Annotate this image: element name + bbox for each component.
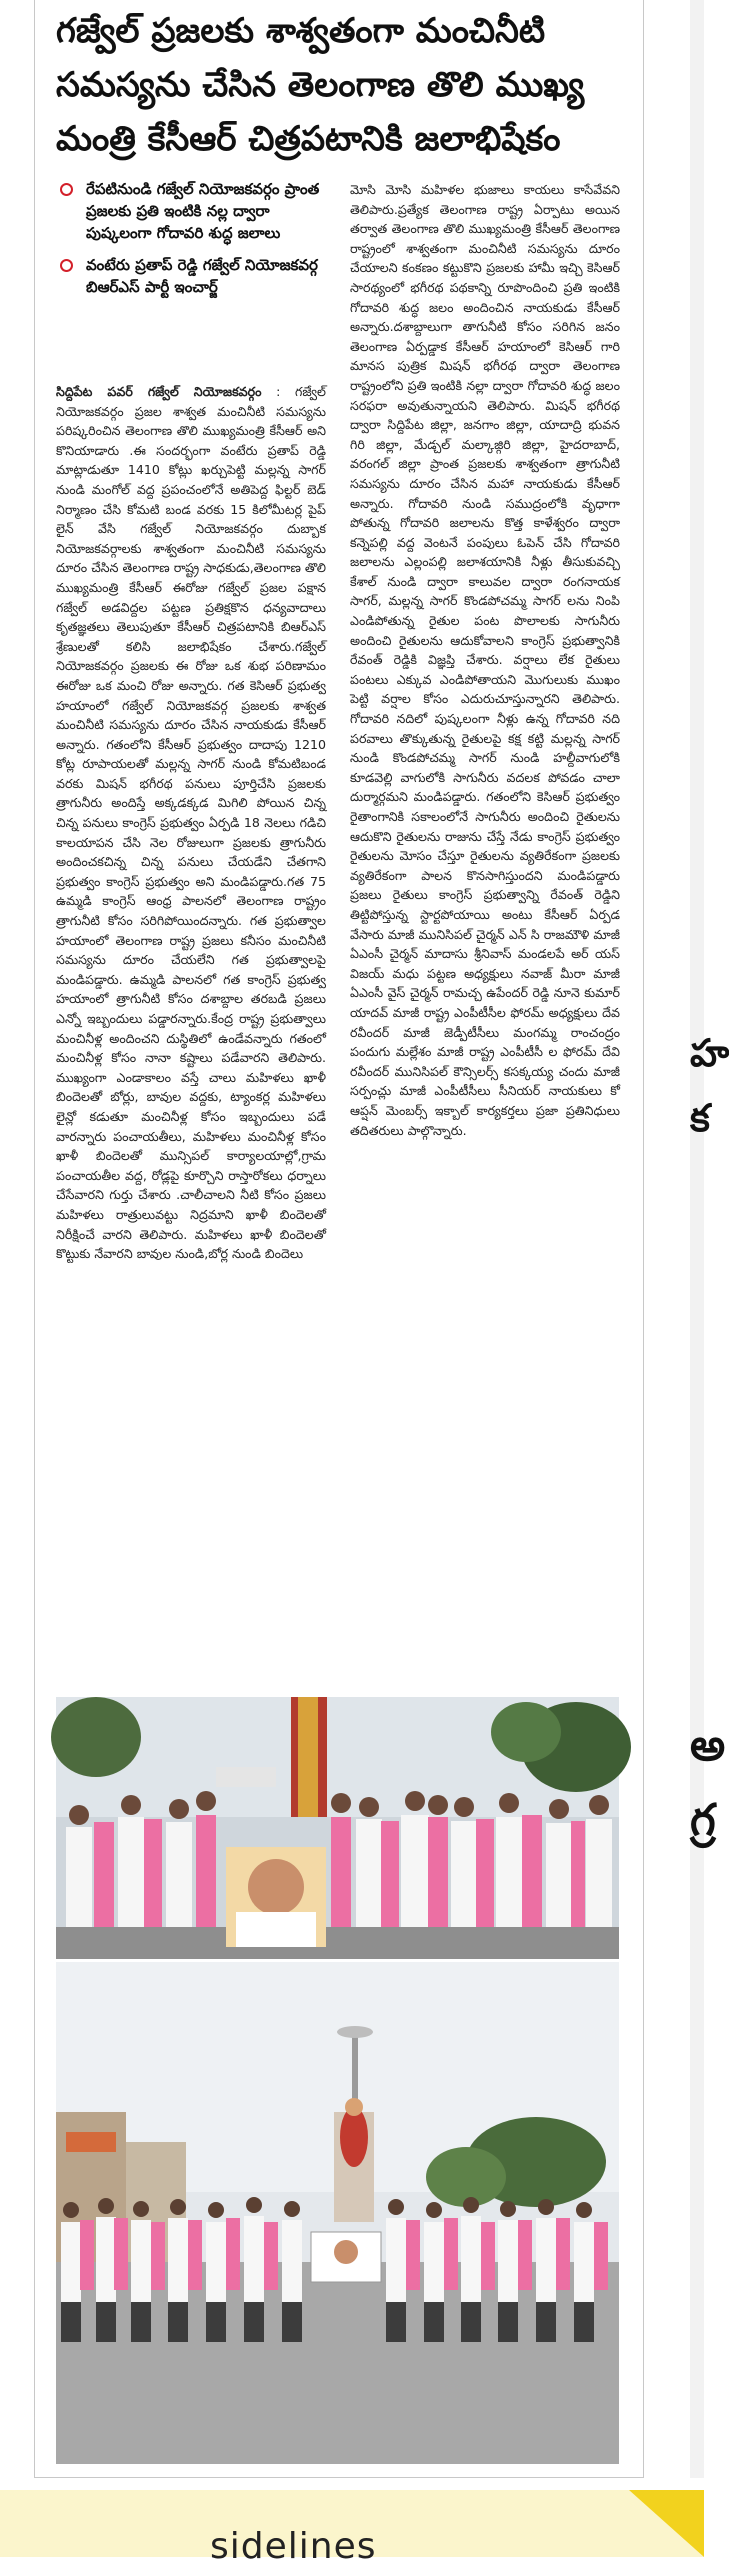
corner-accent: [629, 2490, 704, 2557]
footer-banner: [0, 2490, 704, 2567]
side-fragment: క: [690, 1095, 710, 1140]
article-body-left: [56, 382, 326, 1692]
event-photo-group-image: [56, 1697, 619, 1959]
adjacent-page-edge: [690, 0, 729, 2478]
event-photo-statue-image: [56, 1962, 619, 2464]
event-photo-statue: [56, 1962, 619, 2464]
headline: గజ్వేల్ ప్రజలకు శాశ్వతంగా మంచినీటి సమస్యను చేసిన తెలంగాణ తొలి ముఖ్య మంత్రి కేసీఆర్ చిత్రపటానికి జలాభిషేకం: [56, 11, 585, 159]
bullet-text: వంటేరు ప్రతాప్ రెడ్డి గజ్వేల్ నియోజకవర్గ బిఆర్ఎస్ పార్టీ ఇంచార్జ్: [86, 256, 318, 296]
article-body-right: [350, 180, 620, 1690]
bullet-item: [56, 178, 326, 244]
dateline: సిద్దిపేట పవర్ గజ్వేల్ నియోజకవర్గం: [56, 384, 262, 399]
highlight-bullets: [56, 178, 326, 308]
event-photo-group: [56, 1697, 619, 1959]
side-fragment: గ్ర: [690, 1795, 716, 1846]
bullet-text: రేపటినుండి గజ్వేల్ నియోజకవర్గం ప్రాంత ప్రజలకు ప్రతి ఇంటికి నల్ల ద్వారా పుష్కలంగా గోదావరి శుద్ధ జలాలు: [86, 180, 320, 242]
side-fragment: అ: [690, 1720, 726, 1771]
bullet-ring-icon: [60, 259, 73, 272]
side-fragment: హ: [690, 1030, 729, 1075]
body-text-left: : గజ్వేల్ నియోజకవర్గం ప్రజల శాశ్వత మంచినీటి సమస్యను పరిష్కరించిన తెలంగాణ తొలి ముఖ్యమంత్రి కేసీఆర్ అని కొనియాడారు .ఈ సందర్భంగా వంటేరు ప్రతాప్ రెడ్డి మాట్లాడుతూ 1410 కోట్లు ఖర్చుపెట్టి మల్లన్న సాగర్ నుండి మంగోల్ వద్ద ప్రపంచంలోనే అతిపెద్ద ఫిల్టర్ బెడ్ నిర్మాణం చేసి కోమటి బండ వరకు 15 కిలోమీటర్ల పైప్ లైన్ వేసి గజ్వేల్ నియోజకవర్గం దుబ్బాక నియోజకవర్గాలకు శాశ్వతంగా మంచినీటి సమస్యను దూరం చేసిన తెలంగాణ రాష్ట్ర సాధకుడు,తెలంగాణ తొలి ముఖ్యమంత్రి కేసీఆర్ ఈరోజు గజ్వేల్ ప్రజల పక్షాన గజ్వేల్ అడవిద్దల పట్టణ ప్రతిక్షకొన ధన్యవాదాలు కృతజ్ఞతలు తెలుపుతూ కేసీఆర్ చిత్రపటానికి బిఆర్ఎస్ శ్రేణులతో కలిసి జలాభిషేకం చేశారు.గజ్వేల్ నియోజకవర్గం ప్రజలకు ఈ రోజు ఒక శుభ పరిణామం ఈరోజు ఒక మంచి రోజు అన్నారు. గత కెసిఆర్ ప్రభుత్వ హయాంలో గజ్వేల్ నియోజకవర్గ ప్రజలకు శాశ్వత మంచినీటి సమస్యను దూరం చేసిన నాయకుడు కేసీఆర్ అన్నారు. గతంలోని కేసీఆర్ ప్రభుత్వం దాదాపు 1210 కోట్ల రూపాయలతో మల్లన్న సాగర్ నుండి కోమటిబండ వరకు మిషన్ భగీరథ పనులు పూర్తిచేసి ప్రజలకు త్రాగునీరు అందిస్తే అక్కడక్కడ మిగిలి పోయిన చిన్న చిన్న పనులు కాంగ్రెస్ ప్రభుత్వం ఏర్పడి 18 నెలలు గడిచి కాలయాపన చేసి నెల రోజులుగా ప్రజలకు త్రాగునీరు అందించకచిన్న చిన్న పనులు చేయడేని చేతగాని ప్రభుత్వం కాంగ్రెస్ ప్రభుత్వం అని మండిపడ్డారు.గత 75 ఉమ్మడి కాంగ్రెస్ ఆంధ్ర పాలనలో తెలంగాణ రాష్ట్రం త్రాగునీటి కోసం సరిగిపోయిందన్నారు. గత ప్రభుత్వాల హయాంలో తెలంగాణ రాష్ట్ర ప్రజలు కనీసం మంచినీటి సమస్యను దూరం చేయలేని గత ప్రభుత్వాలపై మండిపడ్డారు. ఉమ్మడి పాలనలో గత కాంగ్రెస్ ప్రభుత్వ హయాంలో త్రాగునీటి కోసం దశాబ్దాల తరబడి ప్రజలు ఎన్నో ఇబ్బందులు పడ్డారన్నారు.కేంద్ర రాష్ట్ర ప్రభుత్వాలు మంచినీళ్ల అందించని దుస్థితిలో ఉండేవన్నారు గతంలో మంచినీళ్ల కోసం నానా కష్టాలు పడేవారని తెలిపారు. ముఖ్యంగా ఎండాకాలం వస్తే చాలు మహిళలు ఖాళీ బిందెలతో బోర్లు, బావుల వద్దకు, ట్యాంకర్ల మహిళలు లైన్లో కడుతూ మంచినీళ్ల కోసం ఇబ్బందులు పడే వారన్నారు పంచాయతీలు, మహిళలు మంచినీళ్ల కోసం ఖాళీ బిందెలతో మున్సిపల్ కార్యాలయాల్లో,గ్రామ పంచాయతీల వద్ద, రోడ్లపై కూర్చొని రాస్తారోకలు ధర్నాలు చేసేవారని గుర్తు చేశారు .చాలీచాలని నీటి కోసం ప్రజలు మహిళలు రాత్రులువట్టు నిద్రమాని ఖాళీ బిందెలతో నిరీక్షించే వారని తెలిపారు. మహిళలు ఖాళీ బిందెలతో కొట్టుకు నేవారని బావుల నుండి,బోర్ల నుండి బిందెలు: [56, 384, 326, 1262]
footer-brand-text: sidelines: [210, 2526, 377, 2567]
body-text-right: మోసి మోసి మహిళల భుజాలు కాయలు కాసేవేవని తెలిపారు.ప్రత్యేక తెలంగాణ రాష్ట్ర ఏర్పాటు అయిన తర్వాత తెలంగాణ తొలి ముఖ్యమంత్రి కేసీఆర్ తెలంగాణ రాష్ట్రంలో శాశ్వతంగా మంచినీటి సమస్యను దూరం చేయాలని కంకణం కట్టుకొని ప్రజలకు హామీ ఇచ్చి కెసిఆర్ సారథ్యంలో భగీరథ పథకాన్ని రూపొందించి ప్రతి ఇంటికి గోదావరి శుద్ధ జలం అందించిన నాయకుడు కేసీఆర్ అన్నారు.దశాబ్దాలుగా తాగునీటి కోసం సరిగిన జనం తెలంగాణ ఏర్పడ్డాక కేసీఆర్ హయాంలో కెసిఆర్ గారి మానస పుత్రిక మిషన్ భగీరథ ద్వారా తెలంగాణ రాష్ట్రంలోని ప్రతి ఇంటికి నల్లా ద్వారా గోదావరి శుద్ధ జలం సరఫరా అవుతున్నాయని తెలిపారు. మిషన్ భగీరథ ద్వారా సిద్దిపేట జిల్లా, జనగాం జిల్లా, యాదాద్రి భువన గిరి జిల్లా, మేడ్చల్ మల్కాజ్గిరి జిల్లా, హైదరాబాద్, వరంగల్ జిల్లా ప్రాంత ప్రజలకు శాశ్వతంగా త్రాగునీటి సమస్యను దూరం చేసిన మహా నాయకుడు కేసీఆర్ అన్నారు. గోదావరి నుండి సముద్రంలోకి వృధాగా పోతున్న గోదావరి జలాలను కొత్త కాళేశ్వరం ద్వారా కన్నెపల్లి వద్ద వెంటనే పంపులు ఓపెన్ చేసి గోదావరి జలాలను ఎల్లంపల్లి జలాశయానికి నీళ్లు తీసుకువచ్చి కేశాల్ నుండి ద్వారా కాలువల ద్వారా రంగనాయక సాగర్, మల్లన్న సాగర్ కొండపోచమ్మ సాగర్ లను నింపి ఎండిపోతున్న రైతుల పంట పొలాలకు సాగునీరు అందించి రైతులను ఆదుకోవాలని కాంగ్రెస్ ప్రభుత్వానికి రేవంత్ రెడ్డికి విజ్ఞప్తి చేశారు. వర్షాలు లేక రైతులు పంటలు ఎక్కువ ఎండిపోతాయని మొగులుకు ముఖం పెట్టి వర్షాల కోసం ఎదురుచూస్తున్నారని తెలిపారు. గోదావరి నదిలో పుష్కలంగా నీళ్లు ఉన్న గోదావరి నది పరవాలు తొక్కుతున్న రైతులపై కక్ష కట్టి మల్లన్న సాగర్ నుండి కొండపోచమ్మ సాగర్ నుండి హల్దీవాగులోకి కూడవెల్లి వాగులోకి సాగునీరు వదలక పోవడం చాలా దుర్మార్గమని మండిపడ్డారు. గతంలోని కెసిఆర్ ప్రభుత్వం రైతాంగానికి సకాలంలోనే సాగునీరు అందించి రైతులను ఆదుకొని రైతులను రాజును చేస్తే నేడు కాంగ్రెస్ ప్రభుత్వం రైతులను మోసం చేస్తూ రైతులను వ్యతిరేకంగా ప్రజలకు వ్యతిరేకంగా పాలన కొనసాగిస్తుందని మండిపడ్డారు ప్రజలు రైతులు కాంగ్రెస్ ప్రభుత్వాన్ని రేవంత్ రెడ్డిని తిట్టిపోస్తున్న స్టార్టపోయాయి అంటు కేసీఆర్ ఏర్పడ వేసారు మాజీ మునిసిపల్ చైర్మన్ ఎన్ సి రాజమౌళి మాజీ ఏఎంసీ చైర్మన్ మాదాసు శ్రీనివాస్ మండలపే అర్ యస్ విజయ్ మధు పట్టణ అధ్యక్షులు నవాజ్ మీరా మాజీ ఏఎంసీ వైస్ చైర్మన్ రామచ్చ ఉపేందర్ రెడ్డి నూనె కుమార్ యాదవ్ మాజీ రాష్ట్ర ఎంపీటీసీల ఫోరమ్ అధ్యక్షులు దేవ రవీందర్ మాజీ జెడ్పీటీసీలు మంగమ్మ రాంచంద్రం పందుగు మల్లేశం మాజీ రాష్ట్ర ఎంపీటీసీ ల ఫోరమ్ దేవి రవీందర్ మునిసిపల్ కౌన్సిలర్స్ కసక్కయ్య చందు మాజీ సర్పంచ్లు మాజీ ఎంపీటీసీలు సీనియర్ నాయకులు కో ఆప్షన్ మెంబర్స్ ఇక్బాల్ కార్యకర్తలు ప్రజా ప్రతినిధులు తదితరులు పాల్గొన్నారు.: [350, 182, 620, 1138]
bullet-ring-icon: [60, 183, 73, 196]
bullet-item: [56, 254, 326, 298]
